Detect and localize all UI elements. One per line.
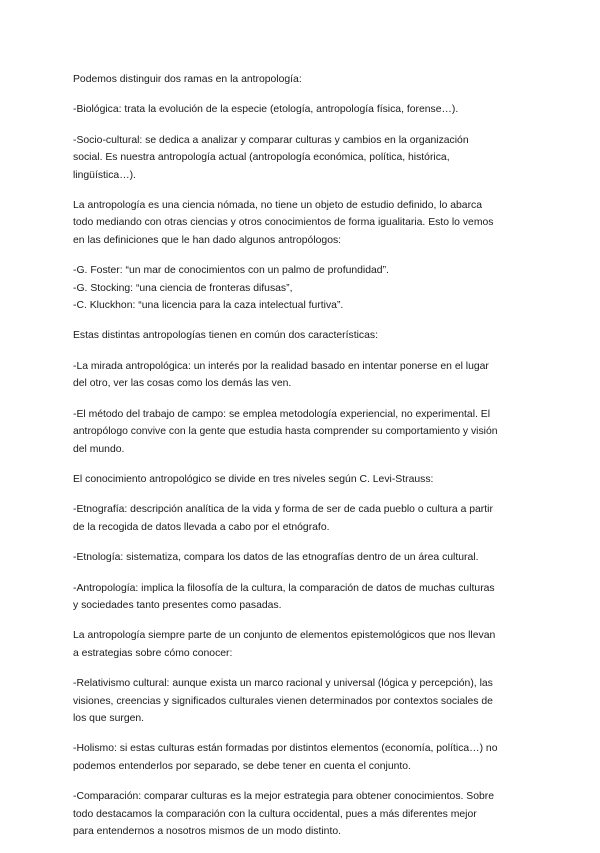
text-line: -La mirada antropológica: un interés por la realidad basado en intentar ponerse en el lugar (73, 360, 489, 372)
text-line: La antropología siempre parte de un conjunto de elementos epistemológicos que nos llevan (73, 630, 496, 642)
paragraph (73, 327, 533, 344)
text-line: -Etnografía: descripción analítica de la vida y forma de ser de cada pueblo o cultura a partir (73, 504, 493, 516)
text-line: de la recogida de datos llevada a cabo por el etnógrafo. (73, 521, 330, 533)
paragraph (73, 471, 533, 488)
text-line: del mundo. (73, 443, 125, 455)
text-line: -El método del trabajo de campo: se emplea metodología experiencial, no experimental. El (73, 408, 491, 420)
paragraph (73, 358, 533, 393)
text-line: -Socio-cultural: se dedica a analizar y comparar culturas y cambios en la organización (73, 134, 469, 146)
text-line: todo destacamos la comparación con la cultura occidental, pues a más diferentes mejor (73, 808, 477, 820)
paragraph (73, 501, 533, 536)
text-line: Podemos distinguir dos ramas en la antropología: (73, 74, 302, 85)
text-line: -Holismo: si estas culturas están formadas por distintos elementos (economía, política…) no (73, 743, 498, 755)
paragraph (73, 132, 533, 184)
text-line: los que surgen. (73, 712, 145, 724)
paragraph (73, 627, 533, 662)
text-line: -G. Stocking: “una ciencia de fronteras difusas”, (73, 282, 293, 294)
text-line: del otro, ver las cosas como los demás las ven. (73, 378, 292, 390)
text-line: -Relativismo cultural: aunque exista un marco racional y universal (lógica y percepción), las (73, 678, 493, 690)
paragraph (73, 197, 533, 249)
text-line: -C. Kluckhon: “una licencia para la caza intelectual furtiva”. (73, 300, 344, 312)
text-line: -Biológica: trata la evolución de la especie (etología, antropología física, forense…). (73, 104, 459, 116)
text-line: El conocimiento antropológico se divide en tres niveles según C. Levi-Strauss: (73, 473, 434, 485)
paragraph (73, 580, 533, 615)
text-line: social. Es nuestra antropología actual (antropología económica, política, histórica, (73, 152, 450, 164)
text-line: a estrategias sobre cómo conocer: (73, 647, 233, 659)
text-line: lingüística…). (73, 169, 136, 181)
document-body (73, 71, 533, 853)
text-line: y sociedades tanto presentes como pasadas. (73, 599, 282, 611)
text-line: visiones, creencias y significados culturales vienen determinados por contextos sociales de (73, 695, 493, 707)
paragraph (73, 71, 533, 88)
text-line: en las definiciones que le han dado algunos antropólogos: (73, 234, 342, 246)
text-line: antropólogo convive con la gente que estudia hasta comprender su comportamiento y visión (73, 426, 498, 438)
paragraph (73, 262, 533, 314)
text-line: Estas distintas antropologías tienen en común dos características: (73, 330, 378, 342)
paragraph (73, 406, 533, 458)
text-line: -G. Foster: “un mar de conocimientos con un palmo de profundidad”. (73, 265, 389, 277)
text-line: La antropología es una ciencia nómada, no tiene un objeto de estudio definido, lo abarca (73, 200, 482, 212)
paragraph (73, 675, 533, 727)
paragraph (73, 101, 533, 118)
text-line: -Antropología: implica la filosofía de la cultura, la comparación de datos de muchas culturas (73, 582, 495, 594)
paragraph (73, 740, 533, 775)
paragraph (73, 788, 533, 840)
text-line: podemos entenderlos por separado, se debe tener en cuenta el conjunto. (73, 760, 411, 772)
text-line: todo mediando con otras ciencias y otros conocimientos de forma igualitaria. Esto lo vemos (73, 217, 494, 229)
text-line: -Comparación: comparar culturas es la mejor estrategia para obtener conocimientos. Sobre (73, 791, 495, 803)
text-line: -Etnología: sistematiza, compara los datos de las etnografías dentro de un área cultural. (73, 552, 479, 564)
paragraph (73, 549, 533, 566)
text-line: para entendernos a nosotros mismos de un modo distinto. (73, 826, 342, 837)
